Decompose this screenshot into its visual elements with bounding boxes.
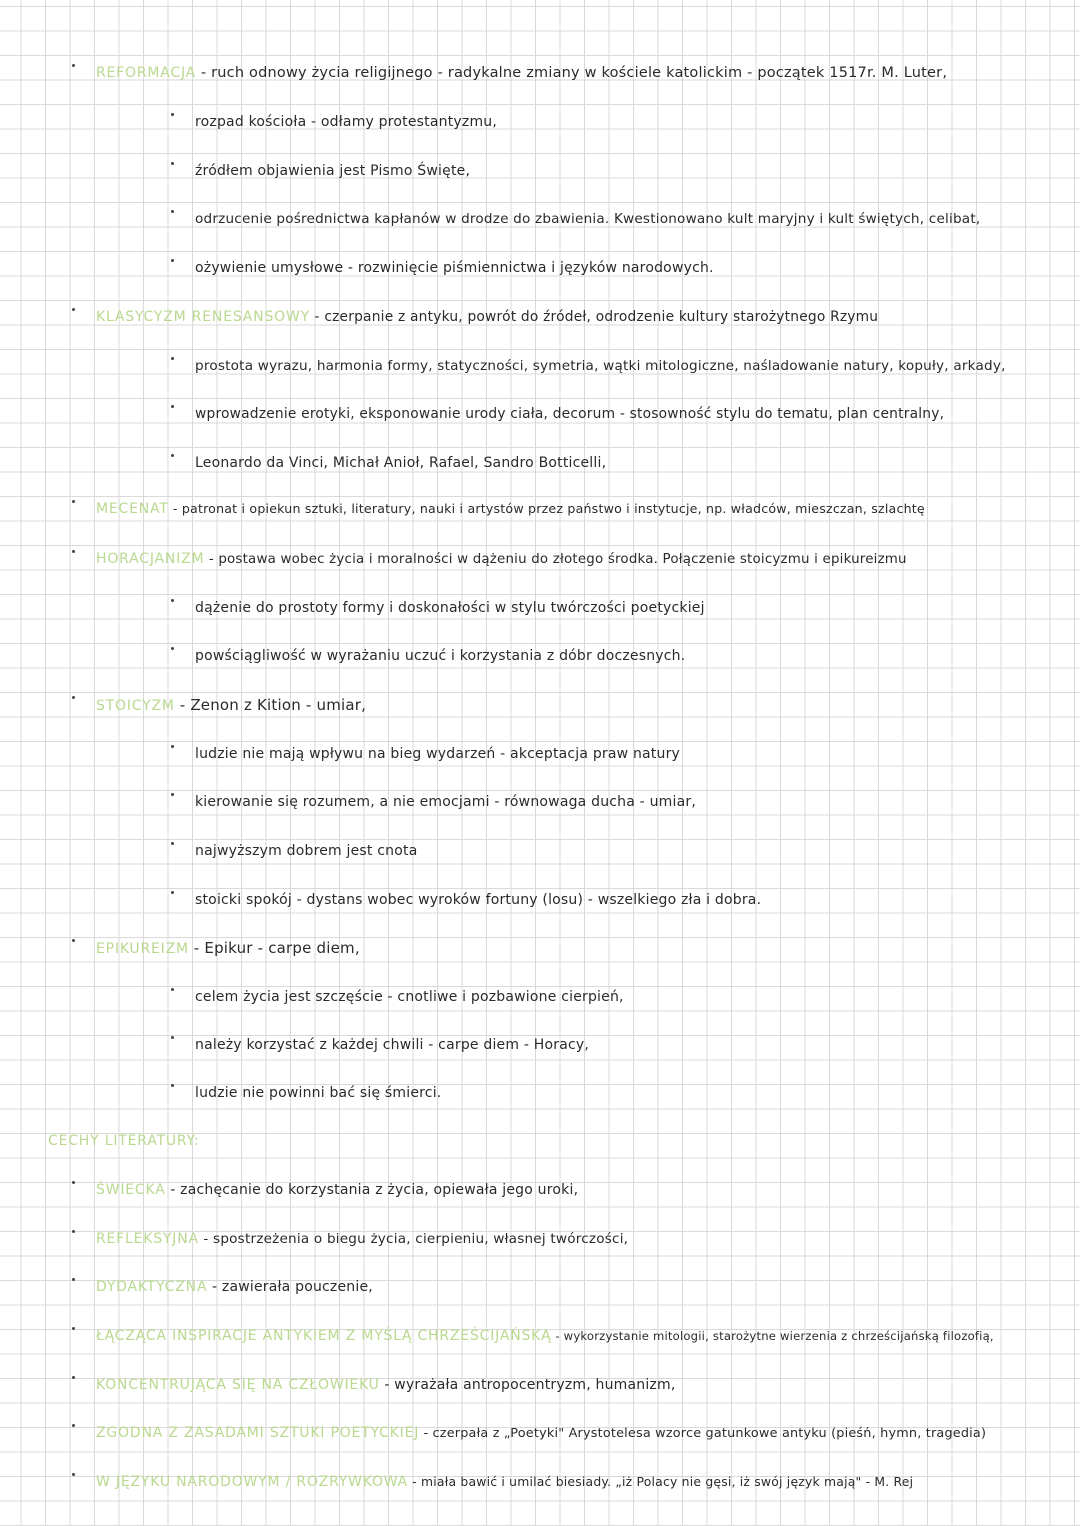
term-line: [96, 1325, 994, 1347]
term-line: [96, 306, 878, 328]
bullet-dot: [72, 1424, 75, 1427]
term-line: [96, 1276, 373, 1298]
dash-separator: -: [196, 65, 212, 81]
bullet-dot: [171, 1084, 174, 1087]
note-text: zawierała pouczenie,: [221, 1279, 373, 1295]
note-text: zachęcanie do korzystania z życia, opiewała jego uroki,: [180, 1182, 579, 1198]
term-line: [96, 1228, 628, 1250]
bullet-dot: [171, 842, 174, 845]
bullet-dot: [72, 1327, 75, 1330]
term-line: [96, 498, 925, 520]
detail-line: [195, 1082, 441, 1104]
dash-separator: -: [419, 1426, 433, 1441]
bullet-dot: [171, 454, 174, 457]
dash-separator: -: [198, 1231, 214, 1247]
term-label: REFLEKSYJNA: [96, 1231, 199, 1247]
note-text: wykorzystanie mitologii, starożytne wierzenia z chrześcijańską filozofią,: [563, 1329, 994, 1343]
dash-separator: -: [165, 1182, 181, 1198]
note-text: Epikur - carpe diem,: [204, 939, 360, 957]
term-line: [96, 1422, 986, 1445]
bullet-dot: [171, 259, 174, 262]
note-text: kierowanie się rozumem, a nie emocjami - równowaga ducha - umiar,: [195, 794, 696, 810]
detail-line: [195, 1034, 589, 1056]
dash-separator: -: [551, 1329, 564, 1343]
note-text: ruch odnowy życia religijnego - radykalne zmiany w kościele katolickim - początek 1517r. M. Luter,: [211, 65, 948, 81]
bullet-dot: [171, 745, 174, 748]
term-label: HORACJANIZM: [96, 551, 205, 567]
detail-line: [195, 160, 470, 182]
detail-line: [195, 791, 696, 813]
bullet-dot: [72, 550, 75, 553]
note-text: Leonardo da Vinci, Michał Anioł, Rafael, Sandro Botticelli,: [195, 455, 607, 471]
term-label: CECHY LITERATURY:: [48, 1133, 200, 1149]
detail-line: [195, 452, 606, 474]
term-label: DYDAKTYCZNA: [96, 1279, 208, 1295]
bullet-dot: [72, 1181, 75, 1184]
bullet-dot: [171, 113, 174, 116]
bullet-dot: [72, 308, 75, 311]
bullet-dot: [72, 500, 75, 503]
term-line: [96, 937, 360, 960]
term-label: KLASYCYZM RENESANSOWY: [96, 309, 310, 325]
dash-separator: -: [309, 309, 325, 325]
term-label: MECENAT: [96, 501, 169, 517]
note-text: ludzie nie powinni bać się śmierci.: [195, 1085, 442, 1101]
bullet-dot: [171, 647, 174, 650]
note-text: dążenie do prostoty formy i doskonałości w stylu twórczości poetyckiej: [195, 600, 705, 616]
note-text: wprowadzenie erotyki, eksponowanie urody ciała, decorum - stosowność stylu do tematu, plan centralny,: [195, 406, 945, 422]
note-text: odrzucenie pośrednictwa kapłanów w drodze do zbawienia. Kwestionowano kult maryjny i kult świętych, celibat,: [195, 211, 981, 227]
dash-separator: -: [379, 1377, 395, 1393]
dash-separator: -: [188, 939, 205, 957]
note-text: patronat i opiekun sztuki, literatury, nauki i artystów przez państwo i instytucje, np. władców, mieszczan, szlachtę: [181, 501, 925, 516]
detail-line: [195, 986, 624, 1008]
section-heading: [48, 1129, 200, 1152]
note-text: źródłem objawienia jest Pismo Święte,: [195, 163, 471, 179]
dash-separator: -: [174, 696, 191, 714]
note-text: prostota wyrazu, harmonia formy, statyczności, symetria, wątki mitologiczne, naśladowanie natury, kopuły, arkady,: [195, 358, 1006, 374]
dash-separator: -: [408, 1474, 422, 1489]
note-text: miała bawić i umilać biesiady. „iż Polacy nie gęsi, iż swój język mają" - M. Rej: [421, 1474, 914, 1489]
term-label: W JĘZYKU NARODOWYM / ROZRYWKOWA: [96, 1474, 409, 1490]
bullet-dot: [171, 210, 174, 213]
dash-separator: -: [168, 501, 182, 516]
detail-line: [195, 257, 714, 279]
bullet-dot: [72, 939, 75, 942]
term-label: REFORMACJA: [96, 65, 197, 81]
bullet-dot: [171, 988, 174, 991]
term-line: [96, 694, 366, 717]
note-text: wyrażała antropocentryzm, humanizm,: [394, 1377, 676, 1393]
note-text: ludzie nie mają wpływu na bieg wydarzeń - akceptacja praw natury: [195, 746, 681, 762]
bullet-dot: [171, 405, 174, 408]
term-label: ZGODNA Z ZASADAMI SZTUKI POETYCKIEJ: [96, 1425, 420, 1441]
bullet-dot: [171, 891, 174, 894]
note-text: spostrzeżenia o biegu życia, cierpieniu, własnej twórczości,: [213, 1231, 629, 1247]
note-text: Zenon z Kition - umiar,: [190, 696, 367, 714]
bullet-dot: [171, 162, 174, 165]
term-line: [96, 1471, 913, 1493]
bullet-dot: [171, 357, 174, 360]
detail-line: [195, 208, 980, 230]
term-label: STOICYZM: [96, 698, 175, 714]
detail-line: [195, 840, 417, 862]
note-text: stoicki spokój - dystans wobec wyroków fortuny (losu) - wszelkiego zła i dobra.: [195, 892, 762, 908]
term-line: [96, 1179, 578, 1201]
dash-separator: -: [204, 552, 219, 567]
bullet-dot: [72, 1230, 75, 1233]
term-label: KONCENTRUJĄCA SIĘ NA CZŁOWIEKU: [96, 1377, 380, 1393]
bullet-dot: [171, 599, 174, 602]
note-text: ożywienie umysłowe - rozwinięcie piśmiennictwa i języków narodowych.: [195, 260, 714, 276]
term-label: EPIKUREIZM: [96, 941, 189, 957]
detail-line: [195, 111, 497, 133]
detail-line: [195, 743, 680, 765]
term-line: [96, 548, 907, 571]
bullet-dot: [72, 1376, 75, 1379]
term-label: ŁĄCZĄCA INSPIRACJE ANTYKIEM Z MYŚLĄ CHRZEŚCIJAŃSKĄ: [96, 1328, 552, 1344]
note-text: powściągliwość w wyrażaniu uczuć i korzystania z dóbr doczesnych.: [195, 648, 686, 664]
term-line: [96, 1374, 675, 1396]
note-text: postawa wobec życia i moralności w dążeniu do złotego środka. Połączenie stoicyzmu i epikureizmu: [218, 552, 907, 567]
detail-line: [195, 889, 761, 911]
detail-line: [195, 355, 1006, 377]
bullet-dot: [171, 793, 174, 796]
term-line: [96, 62, 947, 84]
bullet-dot: [72, 1278, 75, 1281]
note-text: czerpanie z antyku, powrót do źródeł, odrodzenie kultury starożytnego Rzymu: [324, 309, 879, 325]
detail-line: [195, 403, 944, 425]
note-text: najwyższym dobrem jest cnota: [195, 843, 418, 859]
bullet-dot: [72, 696, 75, 699]
bullet-dot: [171, 1036, 174, 1039]
note-text: czerpała z „Poetyki" Arystotelesa wzorce gatunkowe antyku (pieśń, hymn, tragedia): [432, 1426, 987, 1441]
note-text: rozpad kościoła - odłamy protestantyzmu,: [195, 114, 497, 130]
bullet-dot: [72, 1473, 75, 1476]
dash-separator: -: [207, 1279, 222, 1295]
bullet-dot: [72, 64, 75, 67]
detail-line: [195, 645, 685, 667]
term-label: ŚWIECKA: [96, 1182, 166, 1198]
note-text: celem życia jest szczęście - cnotliwe i pozbawione cierpień,: [195, 989, 624, 1005]
detail-line: [195, 597, 705, 619]
note-text: należy korzystać z każdej chwili - carpe diem - Horacy,: [195, 1037, 590, 1053]
